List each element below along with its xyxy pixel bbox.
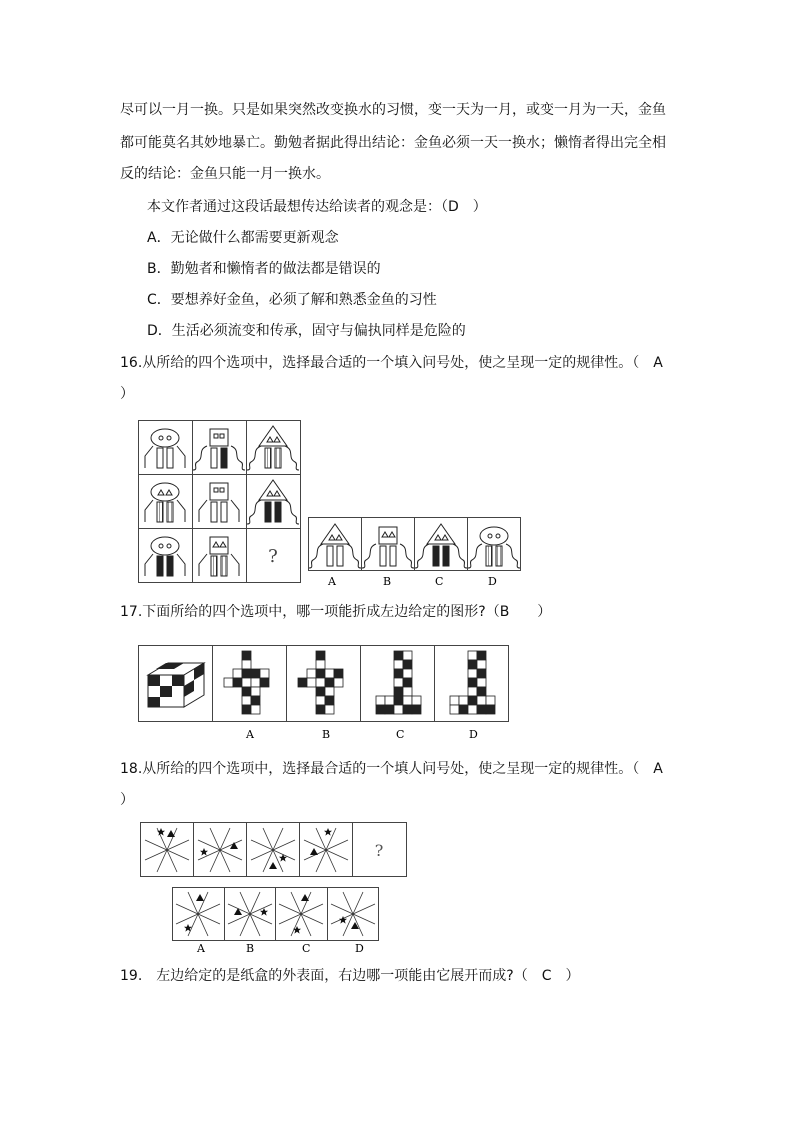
q18-cell-1: [145, 828, 189, 872]
q18-label-b: B: [246, 942, 255, 954]
q18-stem: 18.从所给的四个选项中，选择最合适的一个填人问号处，使之呈现一定的规律性。（ A: [120, 761, 663, 777]
q18-stem-cont: ）: [120, 792, 134, 808]
q16-cell-2-1: [145, 483, 185, 522]
q16-figure: [138, 420, 524, 590]
q16-cell-1-2: [193, 429, 245, 470]
q18-label-d: D: [355, 942, 364, 954]
q16-option-a-figure: [309, 524, 361, 568]
q16-stem-cont: ）: [120, 386, 134, 402]
q17-option-b-net: [298, 651, 343, 714]
q18-cell-3: [251, 828, 295, 872]
passage-line-1: 尽可以一月一换。只是如果突然改变换水的习惯，变一天为一月，或变一月为一天，金鱼: [120, 102, 666, 118]
q16-label-c: C: [435, 575, 444, 588]
q18-label-a: A: [197, 942, 205, 954]
q17-option-c-net: [376, 651, 421, 714]
q16-cell-1-3: [247, 426, 299, 470]
q18-option-d-figure: [331, 892, 375, 936]
q17-stem: 17.下面所给的四个选项中，哪一项能折成左边给定的图形?（B ）: [120, 604, 552, 620]
q16-question-mark: ?: [268, 546, 278, 567]
q16-label-d: D: [488, 575, 497, 588]
q18-cell-2: [198, 828, 242, 872]
q16-option-d-figure: [468, 527, 520, 568]
q16-cell-3-2: [199, 537, 239, 576]
q18-option-c-figure: [279, 892, 323, 936]
q18-option-b-figure: [228, 892, 272, 936]
q16-label-b: B: [383, 575, 392, 588]
q15-option-c: C．要想养好金鱼，必须了解和熟悉金鱼的习性: [147, 292, 437, 308]
q18-figure: [140, 822, 410, 954]
q18-question-mark: ?: [374, 841, 384, 860]
q18-option-a-figure: [176, 892, 220, 936]
q16-cell-3-1: [145, 537, 185, 576]
q15-option-a: A．无论做什么都需要更新观念: [147, 230, 339, 246]
q16-option-c-figure: [415, 524, 467, 568]
q16-label-a: A: [328, 575, 336, 588]
q17-label-b: B: [322, 728, 331, 741]
q17-option-d-net: [450, 651, 495, 714]
q16-cell-2-3: [247, 480, 299, 524]
passage-line-2: 都可能莫名其妙地暴亡。勤勉者据此得出结论：金鱼必须一天一换水；懒惰者得出完全相: [120, 135, 666, 151]
passage-line-3: 反的结论：金鱼只能一月一换水。: [120, 166, 330, 182]
q15-option-d: D．生活必须流变和传承，固守与偏执同样是危险的: [147, 323, 466, 339]
q15-stem: 本文作者通过这段话最想传达给读者的观念是：（D ）: [147, 199, 487, 215]
q16-cell-1-1: [145, 429, 185, 468]
q15-option-b: B．勤勉者和懒惰者的做法都是错误的: [147, 261, 381, 277]
q19-stem: 19. 左边给定的是纸盒的外表面，右边哪一项能由它展开而成?（ C ）: [120, 968, 580, 984]
q17-given-cube: [148, 663, 204, 707]
q16-cell-2-2: [199, 483, 239, 522]
q16-option-b-figure: [362, 527, 414, 568]
q17-label-c: C: [396, 728, 405, 741]
q16-stem: 16.从所给的四个选项中，选择最合适的一个填入问号处，使之呈现一定的规律性。（ A: [120, 355, 663, 371]
q17-label-a: A: [246, 728, 254, 741]
q17-figure: [138, 645, 510, 745]
q17-option-a-net: [224, 651, 269, 714]
q18-cell-4: [304, 828, 348, 872]
q17-label-d: D: [469, 728, 478, 741]
q18-label-c: C: [302, 942, 311, 954]
